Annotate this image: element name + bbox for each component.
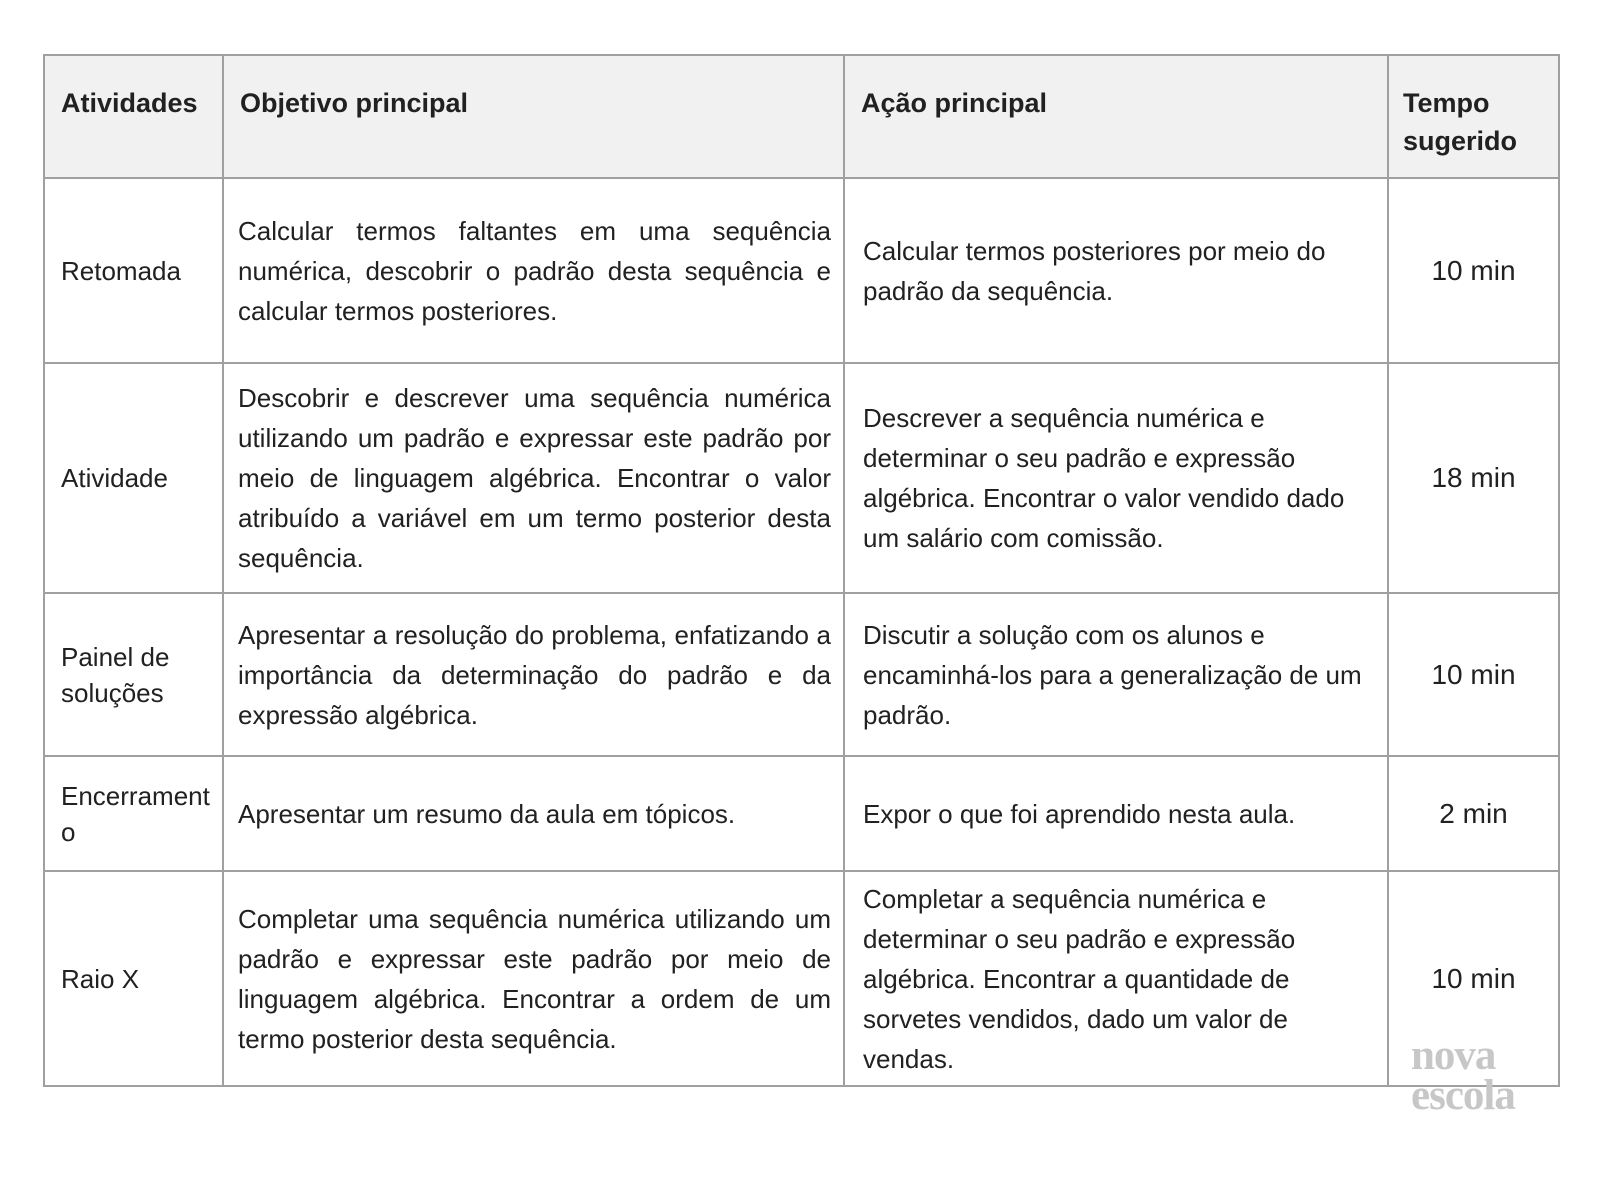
table-row-retomada [44,178,1559,363]
objective-cell: Calcular termos faltantes em uma sequência numérica, descobrir o padrão desta sequência e calcular termos posteriores. [223,178,844,363]
activity-name-cell: Encerramento [44,756,223,871]
objective-cell: Apresentar a resolução do problema, enfatizando a importância da determinação do padrão e da expressão algébrica. [223,593,844,756]
activity-name-cell: Retomada [44,178,223,363]
column-header-atividades: Atividades [44,55,223,178]
activity-name-cell: Atividade [44,363,223,593]
time-cell: 18 min [1388,363,1559,593]
action-cell: Calcular termos posteriores por meio do padrão da sequência. [844,178,1388,363]
action-cell: Descrever a sequência numérica e determinar o seu padrão e expressão algébrica. Encontrar o valor vendido dado um salário com comissão. [844,363,1388,593]
column-header-tempo-sugerido: Tempo sugerido [1388,55,1559,178]
column-header-objetivo-principal: Objetivo principal [223,55,844,178]
table-row-raio-x [44,871,1559,1086]
time-cell: 10 min [1388,593,1559,756]
activity-name-cell: Painel de soluções [44,593,223,756]
column-header-acao-principal: Ação principal [844,55,1388,178]
nova-escola-watermark [1411,1032,1515,1119]
objective-cell: Completar uma sequência numérica utilizando um padrão e expressar este padrão por meio de linguagem algébrica. Encontrar a ordem de um termo posterior desta sequência. [223,871,844,1086]
action-cell: Discutir a solução com os alunos e encaminhá-los para a generalização de um padrão. [844,593,1388,756]
watermark-line-1: nova [1411,1032,1496,1079]
action-cell: Completar a sequência numérica e determinar o seu padrão e expressão algébrica. Encontrar a quantidade de sorvetes vendidos, dado um valor de vendas. [844,871,1388,1086]
lesson-plan-table [43,54,1560,1087]
time-cell: 2 min [1388,756,1559,871]
table-row-encerramento [44,756,1559,871]
watermark-line-2: escola [1411,1072,1515,1119]
objective-cell: Apresentar um resumo da aula em tópicos. [223,756,844,871]
time-cell: 10 min [1388,871,1559,1086]
header-row [44,55,1559,178]
table-row-painel-de-solucoes [44,593,1559,756]
activity-name-cell: Raio X [44,871,223,1086]
time-cell: 10 min [1388,178,1559,363]
action-cell: Expor o que foi aprendido nesta aula. [844,756,1388,871]
objective-cell: Descobrir e descrever uma sequência numérica utilizando um padrão e expressar este padrão por meio de linguagem algébrica. Encontrar o valor atribuído a variável em um termo posterior desta sequência. [223,363,844,593]
table-row-atividade [44,363,1559,593]
